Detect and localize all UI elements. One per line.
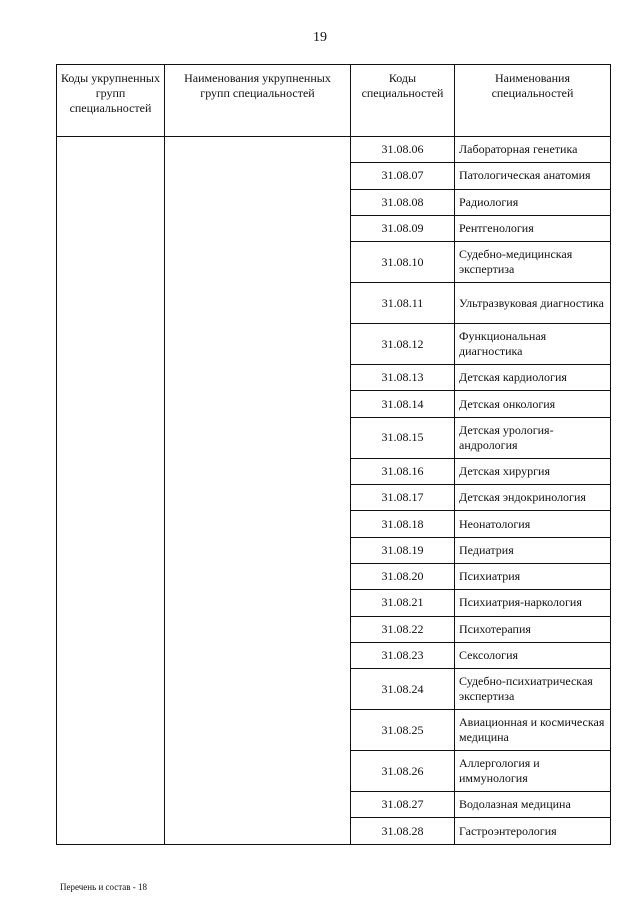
specialty-code: 31.08.18: [351, 511, 455, 537]
specialty-name: Судебно-медицинская экспертиза: [455, 242, 611, 283]
specialty-code: 31.08.27: [351, 792, 455, 818]
specialty-name: Водолазная медицина: [455, 792, 611, 818]
specialty-code: 31.08.21: [351, 590, 455, 616]
header-group-names: Наименования укрупненных групп специальностей: [165, 65, 351, 137]
specialty-name: Ультразвуковая диагностика: [455, 283, 611, 324]
footer-note: Перечень и состав - 18: [60, 882, 148, 892]
specialty-name: Психиатрия-наркология: [455, 590, 611, 616]
specialty-code: 31.08.24: [351, 669, 455, 710]
specialty-name: Детская урология-андрология: [455, 417, 611, 458]
group-name-cell: [165, 137, 351, 845]
specialty-code: 31.08.06: [351, 137, 455, 163]
specialty-code: 31.08.14: [351, 391, 455, 417]
specialty-name: Авиационная и космическая медицина: [455, 710, 611, 751]
page-number: 19: [313, 30, 327, 45]
table-row: [57, 137, 611, 163]
specialty-code: 31.08.10: [351, 242, 455, 283]
specialties-table: [56, 64, 611, 845]
specialty-code: 31.08.26: [351, 751, 455, 792]
specialty-name: Неонатология: [455, 511, 611, 537]
specialty-name: Гастроэнтерология: [455, 818, 611, 844]
header-specialty-names: Наименования специальностей: [455, 65, 611, 137]
specialty-code: 31.08.07: [351, 163, 455, 189]
specialty-name: Лабораторная генетика: [455, 137, 611, 163]
specialty-name: Радиология: [455, 189, 611, 215]
specialty-name: Функциональная диагностика: [455, 324, 611, 365]
header-group-codes: Коды укрупненных групп специальностей: [57, 65, 165, 137]
specialty-name: Детская онкология: [455, 391, 611, 417]
table-header-row: [57, 65, 611, 137]
specialty-name: Психотерапия: [455, 616, 611, 642]
specialty-code: 31.08.11: [351, 283, 455, 324]
specialty-name: Судебно-психиатрическая экспертиза: [455, 669, 611, 710]
specialty-code: 31.08.08: [351, 189, 455, 215]
specialty-code: 31.08.13: [351, 365, 455, 391]
specialty-name: Детская эндокринология: [455, 485, 611, 511]
specialty-name: Аллергология и иммунология: [455, 751, 611, 792]
specialty-code: 31.08.16: [351, 458, 455, 484]
group-code-cell: [57, 137, 165, 845]
specialty-name: Рентгенология: [455, 215, 611, 241]
specialty-code: 31.08.12: [351, 324, 455, 365]
specialty-name: Детская хирургия: [455, 458, 611, 484]
specialty-name: Педиатрия: [455, 537, 611, 563]
specialty-code: 31.08.09: [351, 215, 455, 241]
header-specialty-codes: Коды специальностей: [351, 65, 455, 137]
specialty-code: 31.08.23: [351, 642, 455, 668]
specialty-code: 31.08.15: [351, 417, 455, 458]
specialty-code: 31.08.28: [351, 818, 455, 844]
specialty-code: 31.08.17: [351, 485, 455, 511]
specialty-code: 31.08.25: [351, 710, 455, 751]
specialty-code: 31.08.19: [351, 537, 455, 563]
specialty-code: 31.08.20: [351, 563, 455, 589]
specialty-name: Патологическая анатомия: [455, 163, 611, 189]
specialty-code: 31.08.22: [351, 616, 455, 642]
specialty-name: Психиатрия: [455, 563, 611, 589]
specialty-name: Детская кардиология: [455, 365, 611, 391]
specialty-name: Сексология: [455, 642, 611, 668]
